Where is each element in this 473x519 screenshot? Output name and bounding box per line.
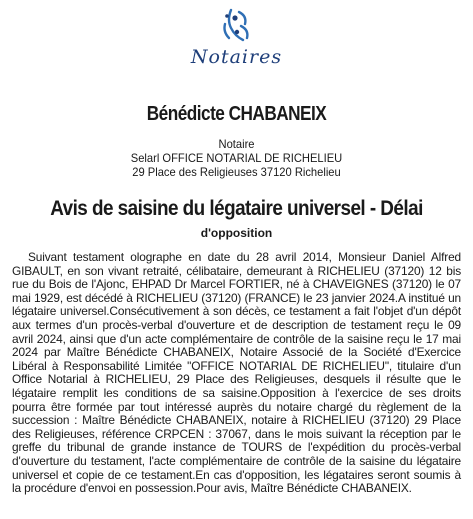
notary-name: Bénédicte CHABANEIX: [146, 103, 327, 125]
notary-office-name: Selarl OFFICE NOTARIAL DE RICHELIEU: [130, 151, 343, 165]
notice-title: Avis de saisine du légataire universel - Délai: [50, 197, 423, 220]
notary-office-block: [0, 137, 473, 179]
notary-role: Notaire: [218, 137, 255, 151]
notice-subtitle: d'opposition: [200, 226, 273, 240]
notary-address: 29 Place des Religieuses 37120 Richelieu: [132, 165, 341, 179]
notaires-logo: [0, 6, 473, 72]
notice-body: Suivant testament olographe en date du 28 avril 2014, Monsieur Daniel Alfred GIBAULT, en son vivant retraité, célibataire, demeurant à RICHELIEU (37120) 12 bis rue du Bois de l'Ajonc, EHPAD Dr Marcel FORTIER, né à CHAVEIGNES (37120) le 07 mai 1929, est décédé à RICHELIEU (37120) (FRANCE) le 23 janvier 2024.A institué un légataire universel.Consécutivement à son décès, ce testament a fait l'objet d'un dépôt aux termes d'un procès-verbal d'ouverture et de description de testament reçu le 09 avril 2024, ainsi que d'un acte complémentaire de contrôle de la saisine reçu le 17 mai 2024 par Maître Bénédicte CHABANEIX, Notaire Associé de la Société d'Exercice Libéral à Responsabilité Limitée "OFFICE NOTARIAL DE RICHELIEU", titulaire d'un Office Notarial à RICHELIEU, 29 Place des Religieuses, desquels il résulte que le légataire remplit les conditions de sa saisine.Opposition à l'exercice de ses droits pourra être formée par tout intéressé auprès du notaire chargé du règlement de la succession : Maître Bénédicte CHABANEIX, notaire à RICHELIEU (37120) 29 Place des Religieuses, référence CRPCEN : 37067, dans le mois suivant la réception par le greffe du tribunal de grande instance de TOURS de l'expédition du procès-verbal d'ouverture du testament, l'acte complémentaire de contrôle de la saisine du légataire universel et copie de ce testament.En cas d'opposition, les légataires seront soumis à la procédure d'envoi en possession.Pour avis, Maître Bénédicte CHABANEIX.: [12, 250, 461, 496]
notaires-emblem-icon: [217, 6, 257, 46]
logo-wordmark: Notaires: [190, 46, 283, 68]
